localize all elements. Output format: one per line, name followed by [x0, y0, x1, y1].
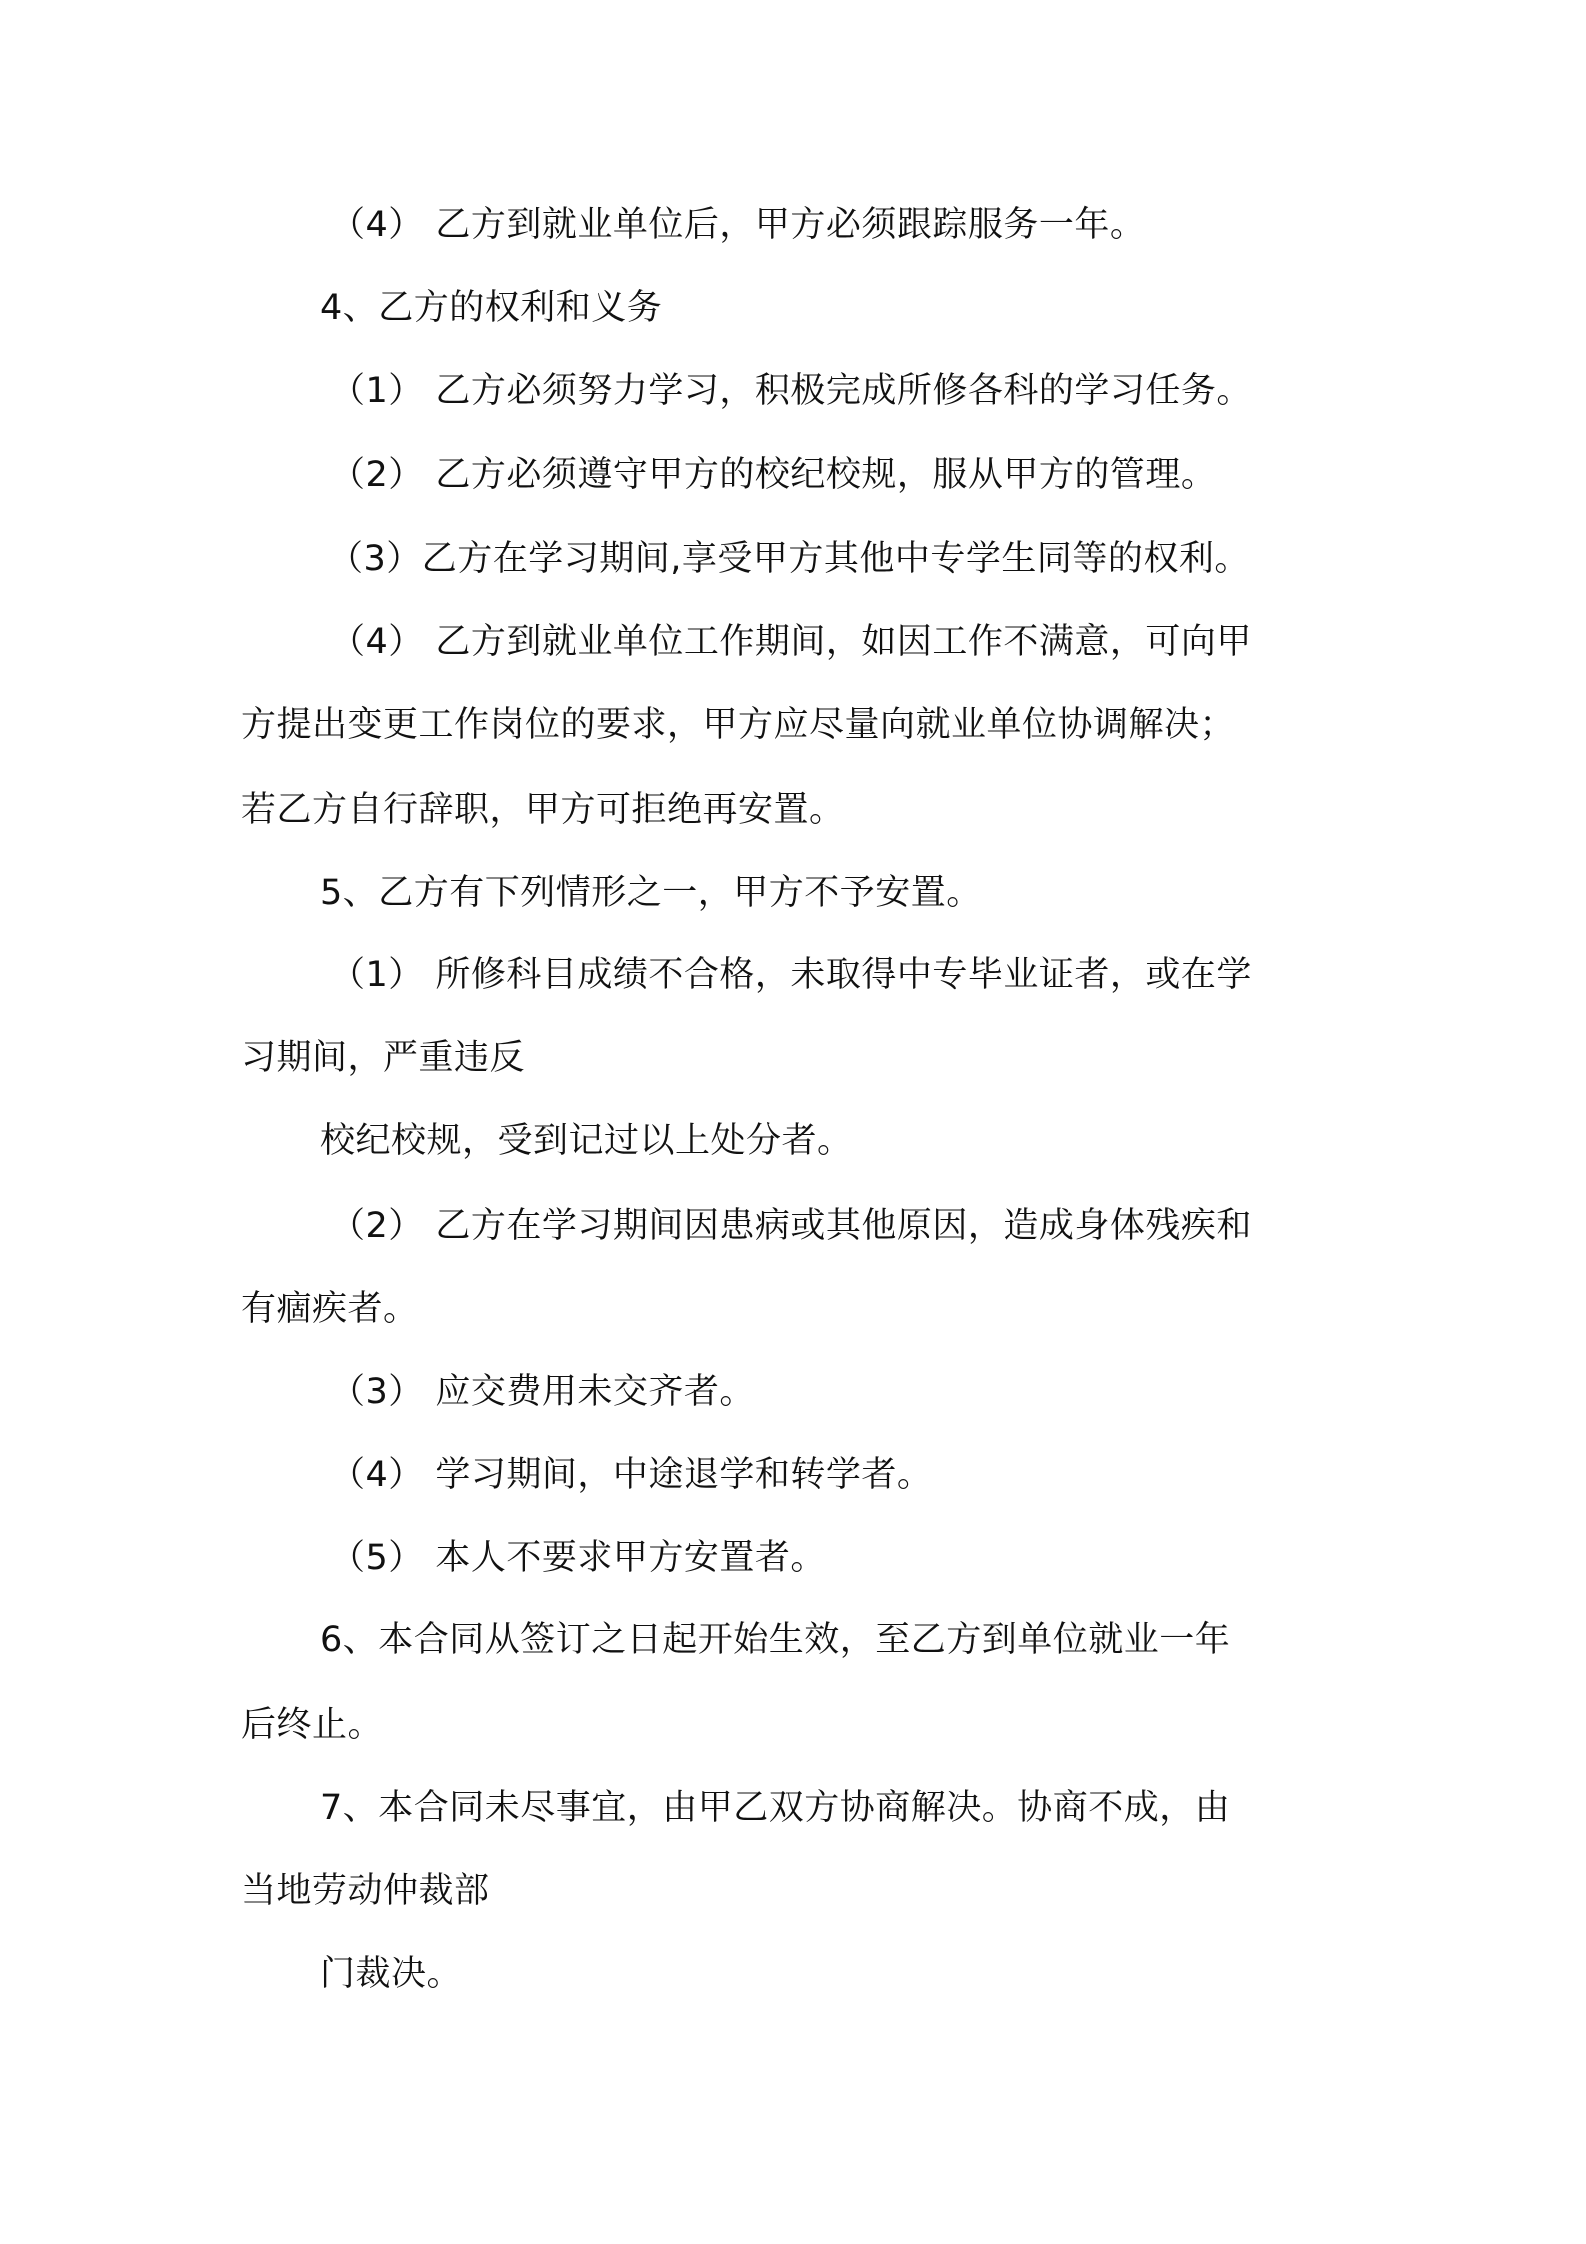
- text-line: 校纪校规，受到记过以上处分者。: [320, 1121, 853, 1161]
- text-line: （2） 乙方在学习期间因患病或其他原因，造成身体残疾和: [330, 1206, 1252, 1246]
- text-line: （5） 本人不要求甲方安置者。: [330, 1538, 826, 1578]
- text-line: 门裁决。: [320, 1954, 463, 1994]
- text-line: （3） 应交费用未交齐者。: [330, 1372, 755, 1412]
- text-line: （4） 学习期间，中途退学和转学者。: [330, 1455, 933, 1495]
- text-line: 6、本合同从签订之日起开始生效，至乙方到单位就业一年: [320, 1620, 1231, 1660]
- text-line: 方提出变更工作岗位的要求，甲方应尽量向就业单位协调解决；: [241, 705, 1236, 745]
- text-line: 5、乙方有下列情形之一，甲方不予安置。: [320, 873, 982, 913]
- text-line: 当地劳动仲裁部: [241, 1871, 490, 1911]
- text-line: 有痼疾者。: [241, 1289, 419, 1329]
- text-line: （4） 乙方到就业单位工作期间，如因工作不满意，可向甲: [330, 622, 1252, 662]
- text-line: 若乙方自行辞职，甲方可拒绝再安置。: [241, 790, 845, 830]
- text-line: 4、乙方的权利和义务: [320, 288, 663, 328]
- text-line: 7、本合同未尽事宜，由甲乙双方协商解决。协商不成，由: [320, 1788, 1231, 1828]
- text-line: （3）乙方在学习期间,享受甲方其他中专学生同等的权利。: [328, 539, 1250, 579]
- text-line: （1） 所修科目成绩不合格，未取得中专毕业证者，或在学: [330, 955, 1252, 995]
- text-line: （1） 乙方必须努力学习，积极完成所修各科的学习任务。: [330, 371, 1252, 411]
- text-line: 习期间，严重违反: [241, 1038, 526, 1078]
- text-line: （2） 乙方必须遵守甲方的校纪校规，服从甲方的管理。: [330, 455, 1217, 495]
- text-line: 后终止。: [241, 1705, 384, 1745]
- text-line: （4） 乙方到就业单位后，甲方必须跟踪服务一年。: [330, 205, 1146, 245]
